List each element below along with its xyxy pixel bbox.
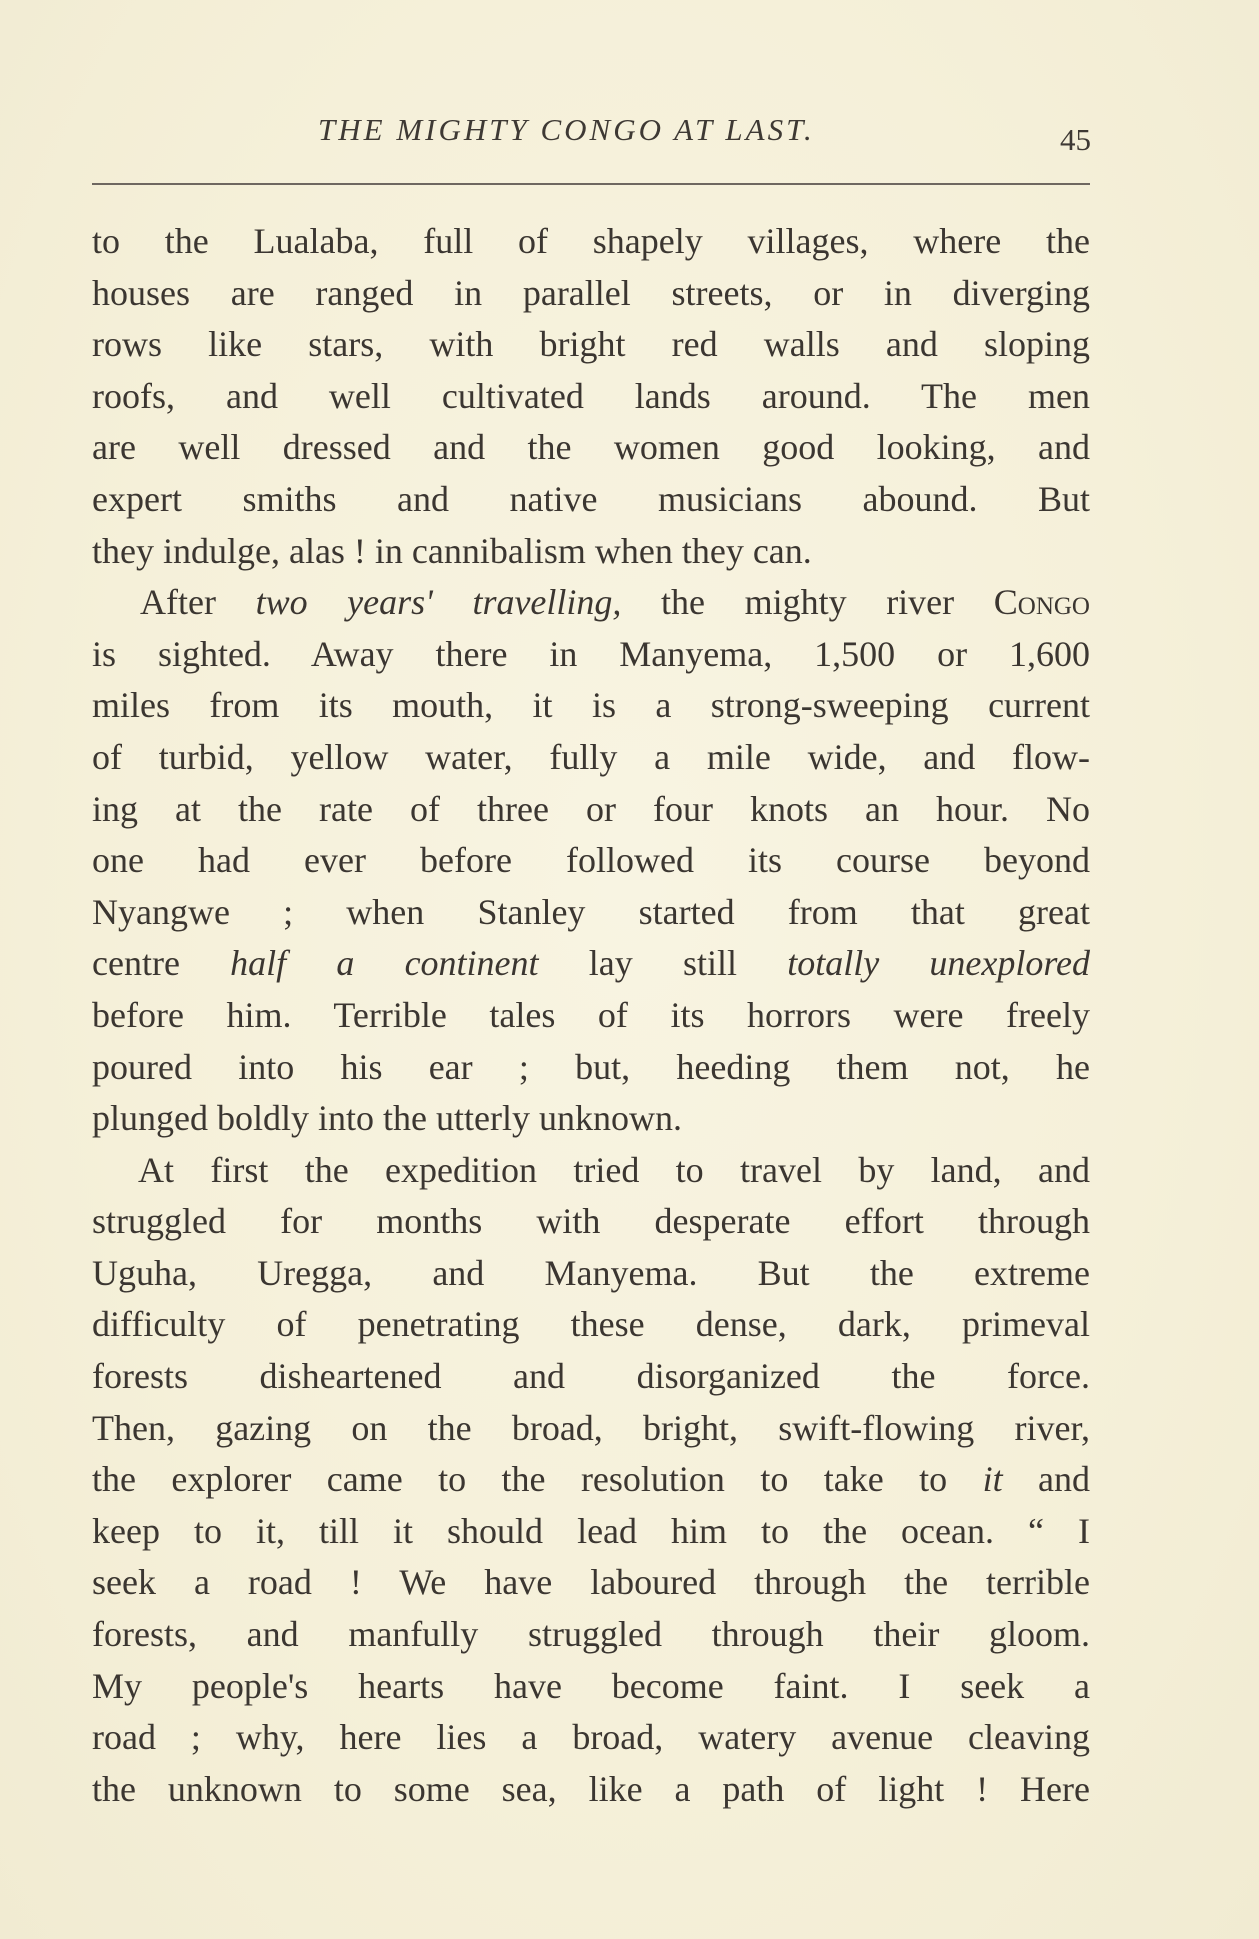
text-line: they indulge, alas ! in cannibalism when they can. <box>92 530 812 571</box>
text-line: Then, gazing on the broad, bright, swift-flowing river, <box>92 1407 1090 1448</box>
text-line: houses are ranged in parallel streets, or in diverging <box>92 272 1090 313</box>
text-line <box>92 1454 1090 1506</box>
text-line: keep to it, till it should lead him to the ocean. “ I <box>92 1510 1090 1551</box>
text-line: expert smiths and native musicians abound. But <box>92 478 1090 519</box>
text-line: Nyangwe ; when Stanley started from that great <box>92 891 1090 932</box>
text-line <box>92 577 1090 629</box>
text-line: Uguha, Uregga, and Manyema. But the extreme <box>92 1252 1090 1293</box>
italic-run: half a continent <box>230 943 539 984</box>
italic-run: two years' travelling, <box>255 582 622 623</box>
text-line: roofs, and well cultivated lands around. The men <box>92 375 1090 416</box>
text-line <box>92 938 1090 990</box>
italic-run: it <box>982 1459 1003 1500</box>
text-line: At first the expedition tried to travel by land, and <box>138 1149 1090 1190</box>
italic-run: totally unexplored <box>787 943 1090 984</box>
text-line: seek a road ! We have laboured through the terrible <box>92 1562 1090 1603</box>
text-line: road ; why, here lies a broad, watery avenue cleaving <box>92 1717 1090 1758</box>
running-title: THE MIGHTY CONGO AT LAST. <box>318 112 815 147</box>
text-line: My people's hearts have become faint. I seek a <box>92 1665 1090 1706</box>
text-line: are well dressed and the women good looking, and <box>92 427 1090 468</box>
text-line: ing at the rate of three or four knots an hour. No <box>92 788 1090 829</box>
text-line: poured into his ear ; but, heeding them not, he <box>92 1046 1090 1087</box>
text-line: of turbid, yellow water, fully a mile wide, and flow- <box>92 736 1090 777</box>
text-line: rows like stars, with bright red walls and sloping <box>92 324 1090 365</box>
text-line: before him. Terrible tales of its horrors were freely <box>92 994 1090 1035</box>
text-line: plunged boldly into the utterly unknown. <box>92 1098 682 1139</box>
page-number: 45 <box>1060 122 1091 157</box>
body-text <box>92 216 1090 1815</box>
text-line: difficulty of penetrating these dense, dark, primeval <box>92 1304 1090 1345</box>
text-line: forests, and manfully struggled through their gloom. <box>92 1614 1090 1655</box>
text-line: to the Lualaba, full of shapely villages, where the <box>92 221 1090 261</box>
header-rule <box>92 183 1090 185</box>
text-run: the explorer came to the resolution to take to <box>92 1459 983 1500</box>
text-run: lay still <box>538 943 788 984</box>
text-run: the mighty river <box>621 582 994 623</box>
text-line: forests disheartened and disorganized the force. <box>92 1356 1090 1397</box>
text-line: is sighted. Away there in Manyema, 1,500 or 1,600 <box>92 633 1090 674</box>
text-run: and <box>1002 1459 1090 1500</box>
text-line: miles from its mouth, it is a strong-sweeping current <box>92 685 1090 726</box>
small-caps-run: Congo <box>993 582 1090 623</box>
text-line: struggled for months with desperate effort through <box>92 1201 1090 1242</box>
text-run: centre <box>92 943 231 984</box>
text-run: After <box>140 582 256 623</box>
text-line: one had ever before followed its course beyond <box>92 840 1090 881</box>
text-line: the unknown to some sea, like a path of light ! Here <box>92 1768 1090 1809</box>
